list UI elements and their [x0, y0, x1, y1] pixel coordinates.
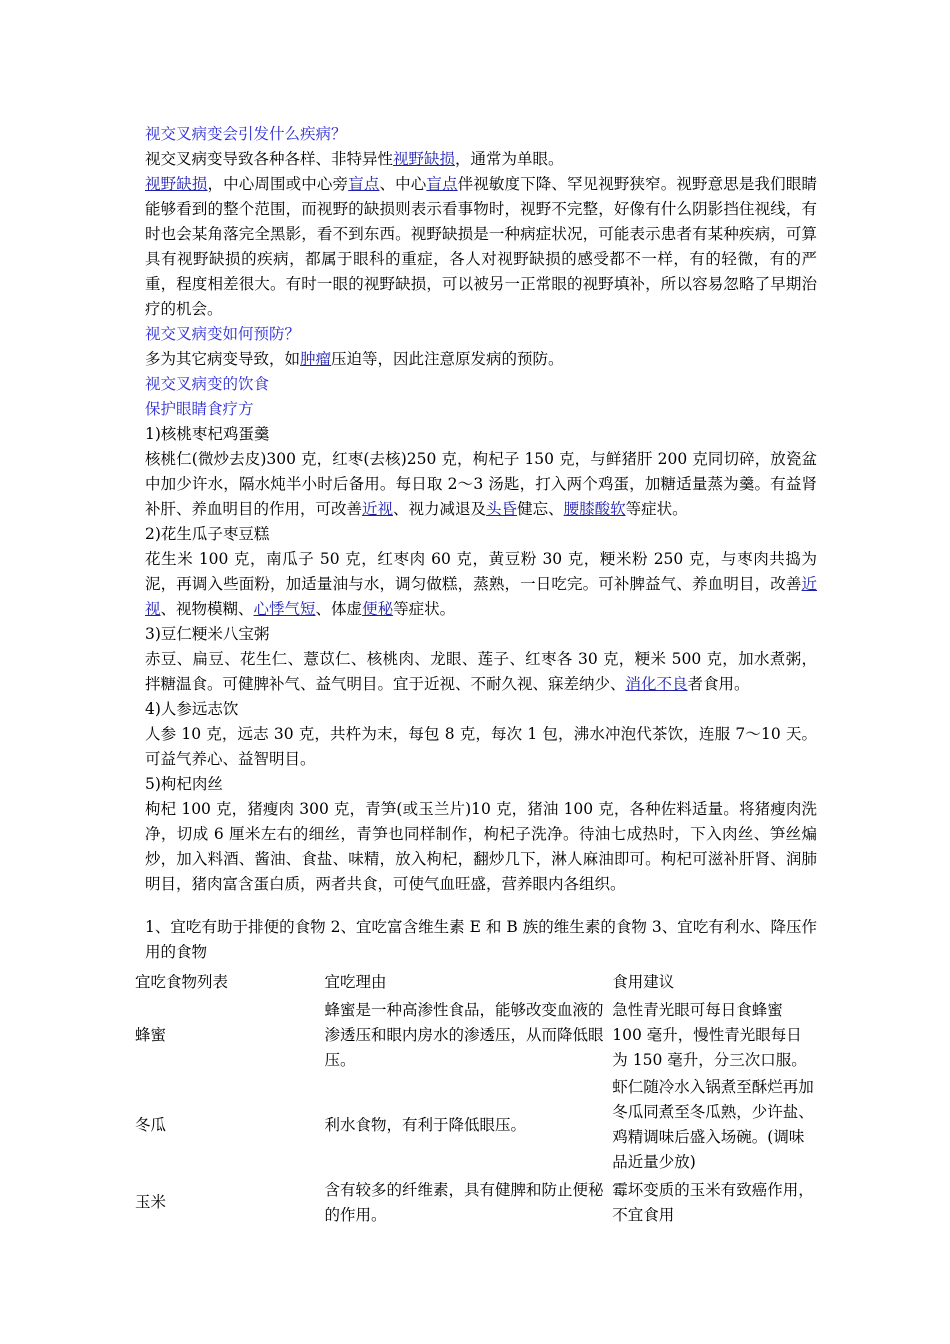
table-cell-reason: 含有较多的纤维素，具有健脾和防止便秘的作用。	[324, 1180, 604, 1224]
diet-summary: 1、宜吃有助于排便的食物 2、宜吃富含维生素 E 和 B 族的维生素的食物 3、宜吃有利水、降压作用的食物	[145, 918, 817, 961]
heading-question-disease: 视交叉病变会引发什么疾病？	[145, 125, 347, 143]
link-myopia[interactable]: 近视	[362, 500, 394, 518]
table-cell-food: 玉米	[135, 1193, 167, 1211]
recipe-4-body: 人参 10 克，远志 30 克，共杵为末，每包 8 克，每次 1 包，沸水冲泡代茶饮，连服 7～10 天。可益气养心、益智明目。	[145, 725, 817, 768]
table-row	[135, 1175, 815, 1230]
table-header: 宜吃理由	[324, 973, 387, 991]
text-run: 视交叉病变导致各种各样、非特异性	[145, 150, 394, 168]
paragraph-visual-field-defect-intro	[145, 147, 817, 172]
text-run: 核桃仁(微炒去皮)300 克，红枣(去核)250 克，枸杞子 150 克，与鲜猪肝 200 克同切碎，放瓷盆中加少许水，隔水炖半小时后备用。每日取 2～3 汤匙，打入两个鸡蛋，加糖适量蒸为羹。有益肾补肝、养血明目的作用，可改善	[145, 450, 817, 518]
link-myopia-2[interactable]: 近视	[145, 575, 817, 618]
text-run: 者食用。	[687, 675, 750, 693]
text-run: 、中心	[379, 175, 427, 193]
text-run: 等症状。	[393, 600, 456, 618]
text-run: ，中心周围或中心旁	[207, 175, 349, 193]
table-header-row	[135, 970, 815, 995]
heading-eye-recipes: 保护眼睛食疗方	[145, 400, 254, 418]
text-run: ，通常为单眼。	[455, 150, 564, 168]
table-cell-food: 蜂蜜	[135, 1025, 167, 1044]
link-visual-field-defect[interactable]: 视野缺损	[393, 150, 456, 168]
paragraph-visual-field-defect-detail	[145, 172, 817, 322]
text-run: 等症状。	[625, 500, 688, 518]
heading-question-prevention: 视交叉病变如何预防？	[145, 325, 301, 343]
recipe-1-body	[145, 447, 817, 522]
link-blind-spot[interactable]: 盲点	[348, 175, 380, 193]
recipe-5-body: 枸杞 100 克，猪瘦肉 300 克，青笋(或玉兰片)10 克，猪油 100 克，各种佐料适量。将猪瘦肉洗净，切成 6 厘米左右的细丝，青笋也同样制作，枸杞子洗净。待油七成热时，下入肉丝、笋丝煸炒，加入料酒、酱油、食盐、味精，放入枸杞，翻炒几下，淋人麻油即可。枸杞可滋补肝肾、润肺明目，猪肉富含蛋白质，两者共食，可使气血旺盛，营养眼内各组织。	[145, 800, 817, 893]
text-run: 多为其它病变导致，如	[145, 350, 301, 368]
link-dizziness[interactable]: 头昏	[486, 500, 518, 518]
recipe-2-title: 2)花生瓜子枣豆糕	[145, 525, 270, 543]
text-run: 花生米 100 克，南瓜子 50 克，红枣肉 60 克，黄豆粉 30 克，粳米粉 250 克，与枣肉共捣为泥，再调入些面粉，加适量油与水，调匀做糕，蒸熟，一日吃完。可补脾益气、养血明目，改善	[145, 550, 817, 593]
link-palpitation[interactable]: 心悸气短	[253, 600, 316, 618]
text-run: 赤豆、扁豆、花生仁、薏苡仁、核桃肉、龙眼、莲子、红枣各 30 克，粳米 500 克，加水煮粥，拌糖温食。可健脾补气、益气明目。宜于近视、不耐久视、寐差纳少、	[145, 650, 817, 693]
recipe-3-body	[145, 647, 817, 697]
text-run: 、视物模糊、	[160, 600, 254, 618]
table-row	[135, 1075, 815, 1175]
table-header: 宜吃食物列表	[135, 973, 229, 991]
recipe-4-title: 4)人参远志饮	[145, 700, 239, 718]
text-run: 健忘、	[517, 500, 564, 518]
link-indigestion[interactable]: 消化不良	[625, 675, 688, 693]
table-row	[135, 995, 815, 1075]
link-visual-field-defect-2[interactable]: 视野缺损	[145, 175, 208, 193]
recipe-2-body	[145, 547, 817, 622]
link-blind-spot-2[interactable]: 盲点	[426, 175, 458, 193]
link-constipation[interactable]: 便秘	[362, 600, 394, 618]
recipe-1-title: 1)核桃枣杞鸡蛋羹	[145, 425, 270, 443]
paragraph-prevention	[145, 347, 817, 372]
table-cell-advice: 虾仁随冷水入锅煮至酥烂再加冬瓜同煮至冬瓜熟，少许盐、鸡精调味后盛入场碗。(调味品近量少放)	[612, 1078, 814, 1171]
table-cell-reason: 利水食物，有利于降低眼压。	[324, 1115, 527, 1134]
table-cell-advice: 急性青光眼可每日食蜂蜜 100 毫升，慢性青光眼每日为 150 毫升，分三次口服。	[612, 1000, 807, 1069]
article-body	[145, 122, 817, 965]
text-run: 、视力减退及	[393, 500, 487, 518]
text-run: 、体虚	[315, 600, 363, 618]
table-cell-advice: 霉坏变质的玉米有致癌作用，不宜食用	[612, 1180, 814, 1224]
text-run: 压迫等，因此注意原发病的预防。	[331, 350, 564, 368]
food-table	[135, 970, 815, 1230]
table-cell-reason: 蜂蜜是一种高渗性食品，能够改变血液的渗透压和眼内房水的渗透压，从而降低眼压。	[324, 1000, 604, 1069]
link-tumor[interactable]: 肿瘤	[300, 350, 332, 368]
text-run: 伴视敏度下降、罕见视野狭窄。视野意思是我们眼睛能够看到的整个范围，而视野的缺损则表示看事物时，视野不完整，好像有什么阴影挡住视线，有时也会某角落完全黑影，看不到东西。视野缺损是一种病症状况，可能表示患者有某种疾病，可算具有视野缺损的疾病，都属于眼科的重症，各人对视野缺损的感受都不一样，有的轻微，有的严重，程度相差很大。有时一眼的视野缺损，可以被另一正常眼的视野填补，所以容易忽略了早期治疗的机会。	[145, 175, 817, 318]
recipe-3-title: 3)豆仁粳米八宝粥	[145, 625, 270, 643]
table-cell-food: 冬瓜	[135, 1115, 167, 1134]
recipe-5-title: 5)枸杞肉丝	[145, 775, 223, 793]
table-header: 食用建议	[612, 973, 675, 991]
link-sore-waist-knees[interactable]: 腰膝酸软	[563, 500, 626, 518]
heading-diet: 视交叉病变的饮食	[145, 375, 270, 393]
